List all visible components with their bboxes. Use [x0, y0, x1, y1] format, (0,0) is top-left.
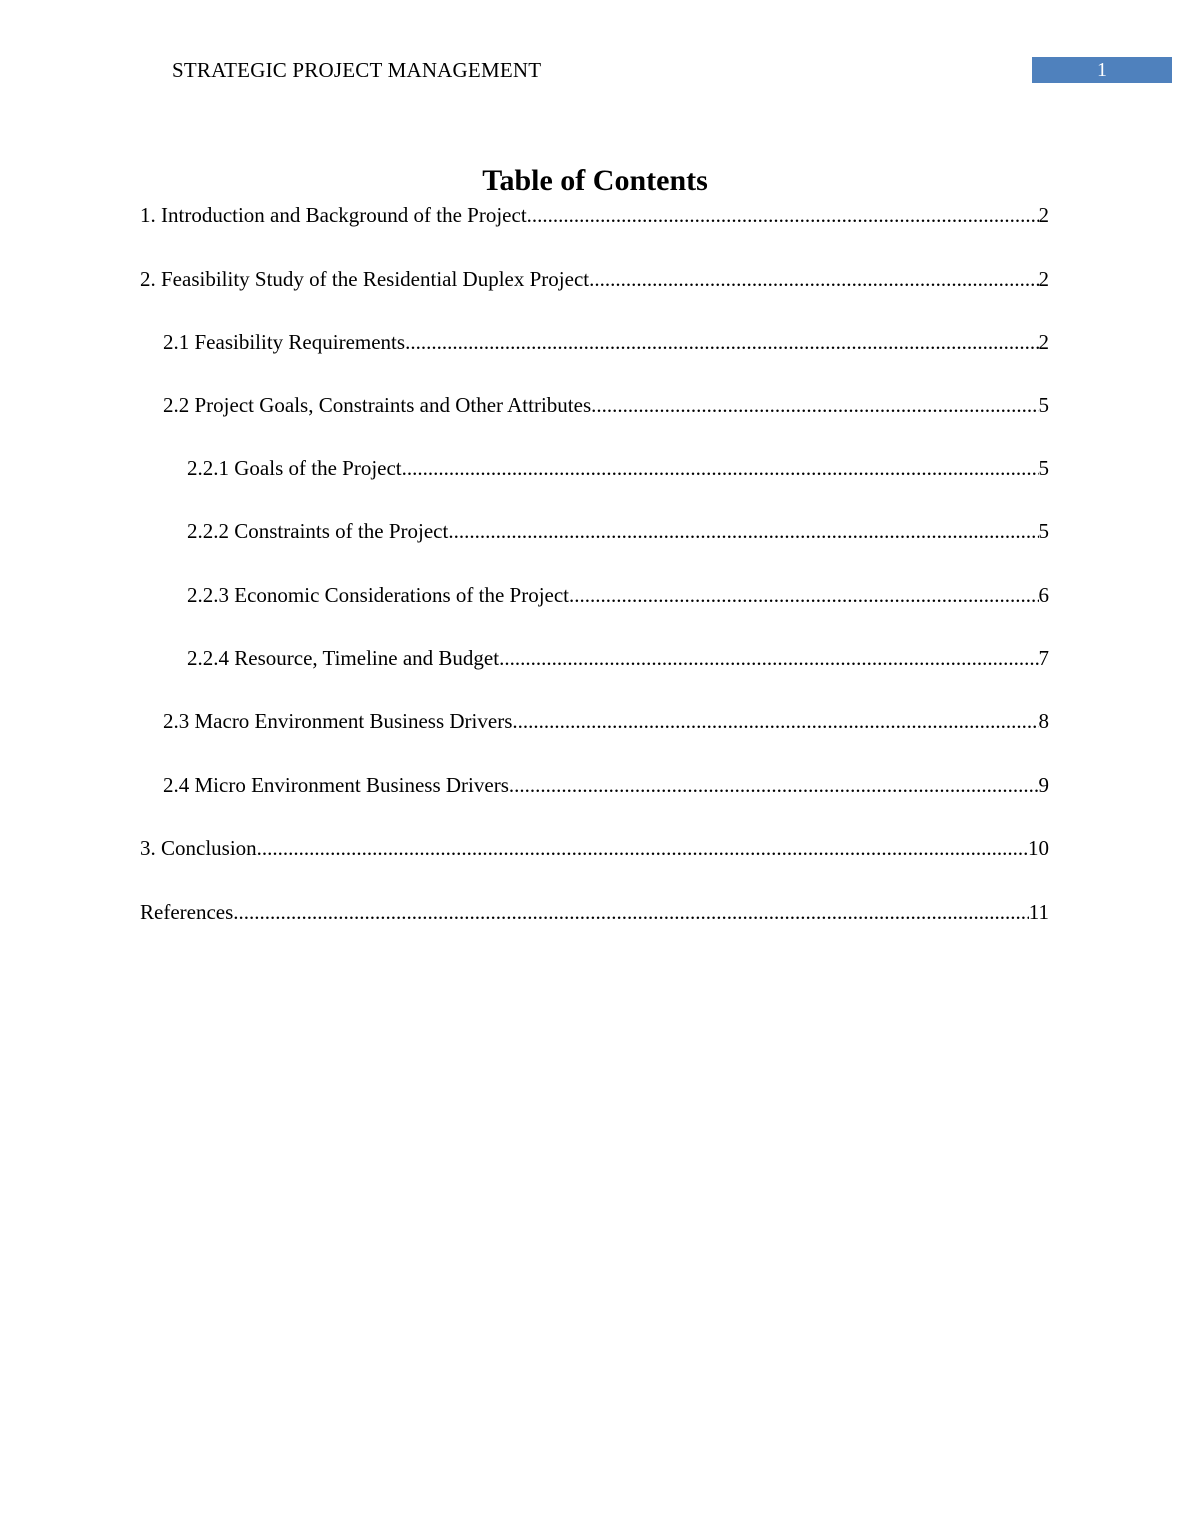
- toc-entry-page: 2: [1038, 203, 1049, 227]
- toc-title: Table of Contents: [482, 164, 708, 197]
- toc-entry-label: 1. Introduction and Background of the Project: [140, 203, 527, 227]
- toc-entry-label: 2. Feasibility Study of the Residential Duplex Project: [140, 267, 590, 291]
- toc-entry-page: 11: [1028, 900, 1049, 924]
- toc-dot-leader: [448, 517, 1038, 545]
- toc-entry-label: 2.2.4 Resource, Timeline and Budget: [187, 646, 500, 670]
- toc-entry-conclusion[interactable]: [140, 834, 1049, 862]
- toc-entry-macro-environment[interactable]: [163, 707, 1049, 735]
- toc-entry-constraints[interactable]: [187, 517, 1049, 545]
- toc-dot-leader: [569, 581, 1038, 609]
- toc-dot-leader: [527, 201, 1039, 229]
- toc-entry-page: 2: [1038, 267, 1049, 291]
- toc-dot-leader: [233, 898, 1028, 926]
- toc-entry-label: 2.2 Project Goals, Constraints and Other Attributes: [163, 393, 592, 417]
- toc-entry-page: 5: [1038, 519, 1049, 543]
- toc-dot-leader: [257, 834, 1028, 862]
- toc-entry-economic-considerations[interactable]: [187, 581, 1049, 609]
- toc-entry-label: 2.2.2 Constraints of the Project: [187, 519, 449, 543]
- toc-entry-label: 3. Conclusion: [140, 836, 257, 860]
- toc-entry-label: 2.2.1 Goals of the Project: [187, 456, 402, 480]
- toc-entry-feasibility-study[interactable]: [140, 265, 1049, 293]
- toc-entry-page: 6: [1038, 583, 1049, 607]
- toc-entry-goals[interactable]: [187, 454, 1049, 482]
- toc-entry-label: 2.4 Micro Environment Business Drivers: [163, 773, 509, 797]
- toc-dot-leader: [589, 265, 1038, 293]
- toc-entry-page: 9: [1038, 773, 1049, 797]
- running-head: STRATEGIC PROJECT MANAGEMENT: [172, 58, 542, 82]
- toc-entry-references[interactable]: [140, 898, 1049, 926]
- toc-entry-page: 10: [1028, 836, 1049, 860]
- toc-entry-introduction[interactable]: [140, 201, 1049, 229]
- toc-entry-page: 7: [1038, 646, 1049, 670]
- toc-entry-page: 2: [1038, 330, 1049, 354]
- toc-entry-label: 2.1 Feasibility Requirements: [163, 330, 406, 354]
- toc-entry-feasibility-requirements[interactable]: [163, 328, 1049, 356]
- toc-entry-label: 2.3 Macro Environment Business Drivers: [163, 709, 513, 733]
- toc-entry-label: References: [140, 900, 234, 924]
- toc-dot-leader: [499, 644, 1038, 672]
- toc-dot-leader: [512, 707, 1038, 735]
- toc-entry-page: 5: [1038, 456, 1049, 480]
- toc-entry-label: 2.2.3 Economic Considerations of the Project: [187, 583, 570, 607]
- toc-entry-page: 8: [1038, 709, 1049, 733]
- toc-entry-project-goals[interactable]: [163, 391, 1049, 419]
- toc-dot-leader: [405, 328, 1038, 356]
- toc-dot-leader: [402, 454, 1039, 482]
- page-number-badge: 1: [1032, 57, 1172, 83]
- toc-entry-page: 5: [1038, 393, 1049, 417]
- toc-entry-resource-timeline-budget[interactable]: [187, 644, 1049, 672]
- toc-dot-leader: [509, 771, 1039, 799]
- toc-dot-leader: [591, 391, 1038, 419]
- toc-entry-micro-environment[interactable]: [163, 771, 1049, 799]
